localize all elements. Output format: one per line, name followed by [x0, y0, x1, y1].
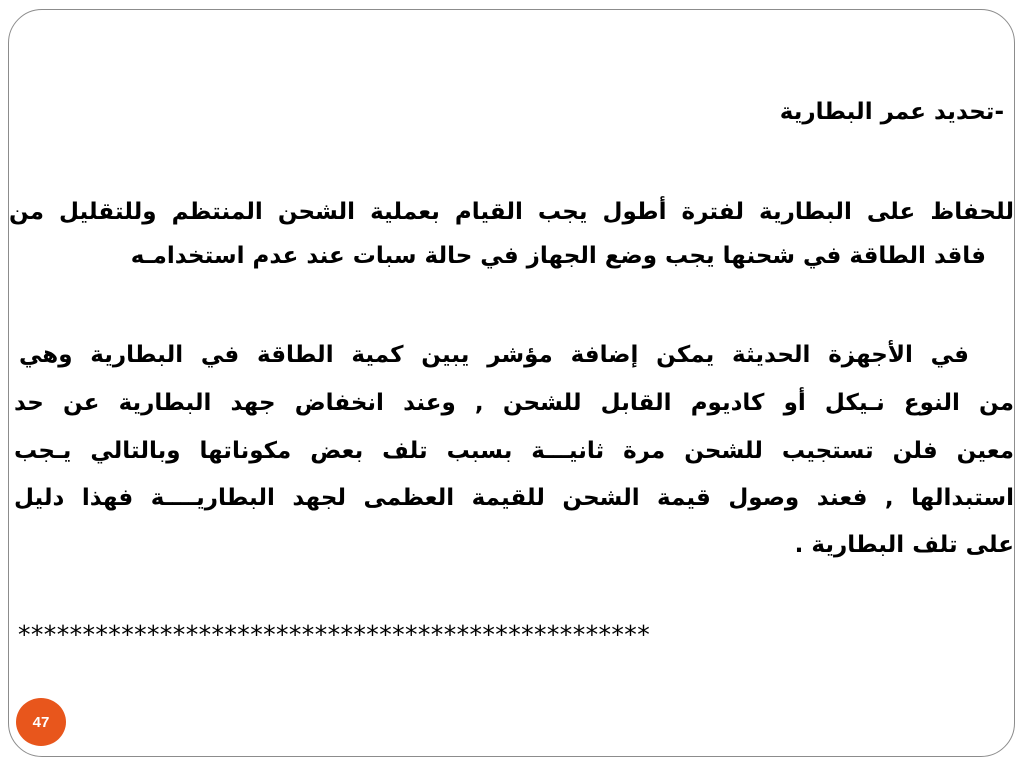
slide-heading: -تحديد عمر البطارية [779, 99, 1004, 125]
paragraph2-line2: من النوع نـيكل أو كاديوم القابل للشحن , وعند انخفاض جهد البطارية عن حد [14, 390, 1014, 416]
paragraph2-line4: استبدالها , فعند وصول قيمة الشحن للقيمة العظمى لجهد البطاريــــة فهذا دليل [14, 485, 1014, 511]
paragraph1-line1: للحفاظ على البطارية لفترة أطول يجب القيام بعملية الشحن المنتظم وللتقليل من [9, 199, 1014, 225]
paragraph2-line5: على تلف البطارية . [794, 532, 1014, 558]
paragraph2-line1: في الأجهزة الحديثة يمكن إضافة مؤشر يبين كمية الطاقة في البطارية وهي [19, 342, 969, 368]
paragraph1-line2: فاقد الطاقة في شحنها يجب وضع الجهاز في حالة سبات عند عدم استخدامـه [130, 243, 986, 269]
paragraph2-line3: معين فلن تستجيب للشحن مرة ثانيـــة بسبب تلف بعض مكوناتها وبالتالي يـجب [14, 438, 1014, 464]
page-number-badge [16, 698, 66, 746]
page-number: 47 [32, 713, 50, 731]
asterisk-separator: ************************************************* [18, 620, 651, 649]
